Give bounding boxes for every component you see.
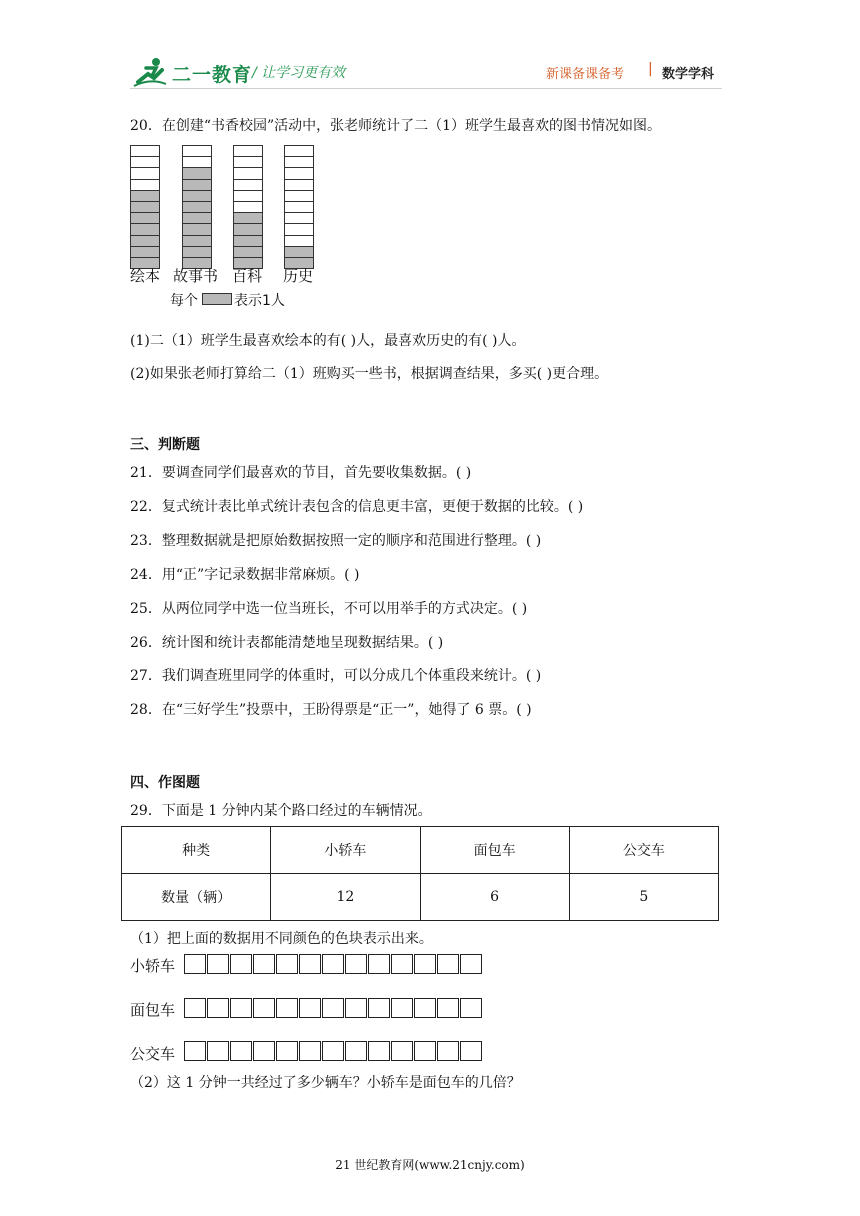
filled-cell <box>284 246 314 257</box>
grid-label: 小轿车 <box>130 957 176 975</box>
question-item: 27．我们调查班里同学的体重时，可以分成几个体重段来统计。( ) <box>130 668 542 684</box>
empty-cell <box>233 145 263 156</box>
filled-cell <box>130 190 160 201</box>
grid-cell[interactable] <box>322 954 344 974</box>
empty-cell <box>284 179 314 190</box>
runner-logo-icon <box>132 56 168 90</box>
table-cell: 6 <box>420 874 569 921</box>
grid-cell[interactable] <box>391 998 413 1018</box>
empty-cell <box>233 179 263 190</box>
table-header-cell: 种类 <box>122 827 271 874</box>
legend-prefix: 每个 <box>170 293 198 309</box>
pictograph-label: 故事书 <box>173 267 219 285</box>
grid-cell[interactable] <box>207 954 229 974</box>
empty-cell <box>284 212 314 223</box>
grid-cell[interactable] <box>253 998 275 1018</box>
empty-cell <box>284 201 314 212</box>
grid-cell[interactable] <box>460 954 482 974</box>
filled-cell <box>130 201 160 212</box>
grid-cell[interactable] <box>345 1041 367 1061</box>
pictograph-column <box>284 145 314 269</box>
grid-cell[interactable] <box>460 1041 482 1061</box>
grid-cell[interactable] <box>276 954 298 974</box>
grid-cell[interactable] <box>368 1041 390 1061</box>
empty-cell <box>182 145 212 156</box>
grid-cell[interactable] <box>299 1041 321 1061</box>
table-row <box>122 874 719 921</box>
grid-cell[interactable] <box>345 954 367 974</box>
empty-cell <box>284 190 314 201</box>
grid-cell[interactable] <box>322 998 344 1018</box>
grid-cell[interactable] <box>276 1041 298 1061</box>
filled-cell <box>182 190 212 201</box>
grid-cell[interactable] <box>207 1041 229 1061</box>
grid-cell[interactable] <box>345 998 367 1018</box>
grid-cell[interactable] <box>437 1041 459 1061</box>
pictograph <box>130 145 330 260</box>
filled-cell <box>130 246 160 257</box>
empty-cell <box>284 223 314 234</box>
q29-sub1: （1）把上面的数据用不同颜色的色块表示出来。 <box>130 931 433 947</box>
grid-cell[interactable] <box>230 954 252 974</box>
filled-cell <box>182 235 212 246</box>
filled-cell <box>182 246 212 257</box>
q20-sub2: (2)如果张老师打算给二（1）班购买一些书，根据调查结果，多买( )更合理。 <box>130 366 609 382</box>
question-item: 25．从两位同学中选一位当班长，不可以用举手的方式决定。( ) <box>130 601 528 617</box>
empty-cell <box>130 167 160 178</box>
section-title: 四、作图题 <box>130 775 200 791</box>
table-header-cell: 小轿车 <box>271 827 420 874</box>
pictograph-column <box>130 145 160 269</box>
grid-cell[interactable] <box>253 1041 275 1061</box>
question-item: 23．整理数据就是把原始数据按照一定的顺序和范围进行整理。( ) <box>130 533 542 549</box>
empty-cell <box>130 156 160 167</box>
filled-cell <box>233 223 263 234</box>
section-title: 三、判断题 <box>130 437 200 453</box>
logo-text: 二一教育 <box>172 64 253 86</box>
pictograph-label: 历史 <box>283 267 314 285</box>
slogan: / 让学习更有效 <box>252 65 346 81</box>
grid-cell[interactable] <box>299 954 321 974</box>
table-cell: 5 <box>569 874 718 921</box>
empty-cell <box>233 156 263 167</box>
empty-cell <box>284 145 314 156</box>
pictograph-label: 绘本 <box>130 267 161 285</box>
grid-cell[interactable] <box>207 998 229 1018</box>
header-divider <box>130 88 722 89</box>
filled-cell <box>233 246 263 257</box>
empty-cell <box>233 190 263 201</box>
question-item: 28．在“三好学生”投票中，王盼得票是“正一”，她得了 6 票。( ) <box>130 702 532 718</box>
footer: 21 世纪教育网(www.21cnjy.com) <box>335 1158 525 1172</box>
pictograph-column <box>233 145 263 269</box>
filled-cell <box>182 223 212 234</box>
grid-cell[interactable] <box>414 954 436 974</box>
pictograph-column <box>182 145 212 269</box>
grid-cell[interactable] <box>460 998 482 1018</box>
legend-swatch <box>202 293 232 305</box>
filled-cell <box>233 212 263 223</box>
table-cell: 12 <box>271 874 420 921</box>
legend-suffix: 表示1人 <box>234 293 285 309</box>
grid-label: 面包车 <box>130 1001 176 1019</box>
empty-cell <box>130 179 160 190</box>
grid-cell[interactable] <box>230 998 252 1018</box>
empty-cell <box>284 156 314 167</box>
empty-cell <box>233 201 263 212</box>
grid-cell[interactable] <box>276 998 298 1018</box>
table-header-cell: 面包车 <box>420 827 569 874</box>
grid-label: 公交车 <box>130 1045 176 1063</box>
grid-cell[interactable] <box>391 954 413 974</box>
grid-cell[interactable] <box>184 954 206 974</box>
grid-cell[interactable] <box>414 1041 436 1061</box>
table-header-cell: 公交车 <box>569 827 718 874</box>
filled-cell <box>182 201 212 212</box>
q20-sub1: (1)二（1）班学生最喜欢绘本的有( )人，最喜欢历史的有( )人。 <box>130 333 526 349</box>
header-label: 新课备课备考 <box>546 67 625 82</box>
question-item: 26．统计图和统计表都能清楚地呈现数据结果。( ) <box>130 635 444 651</box>
filled-cell <box>182 167 212 178</box>
color-grid[interactable] <box>184 998 483 1020</box>
empty-cell <box>284 235 314 246</box>
grid-cell[interactable] <box>184 1041 206 1061</box>
q20-stem: 20．在创建“书香校园”活动中，张老师统计了二（1）班学生最喜欢的图书情况如图。 <box>130 118 662 134</box>
empty-cell <box>182 156 212 167</box>
color-grid[interactable] <box>184 1041 483 1063</box>
empty-cell <box>233 167 263 178</box>
grid-cell[interactable] <box>368 954 390 974</box>
grid-cell[interactable] <box>253 954 275 974</box>
vehicle-table <box>121 826 719 921</box>
grid-cell[interactable] <box>322 1041 344 1061</box>
filled-cell <box>182 179 212 190</box>
table-row <box>122 827 719 874</box>
grid-cell[interactable] <box>437 954 459 974</box>
grid-cell[interactable] <box>230 1041 252 1061</box>
header-separator: | <box>648 61 653 77</box>
color-grid[interactable] <box>184 954 483 976</box>
header-subject: 数学学科 <box>662 67 715 82</box>
grid-cell[interactable] <box>368 998 390 1018</box>
question-item: 21．要调查同学们最喜欢的节目，首先要收集数据。( ) <box>130 465 472 481</box>
q29-stem: 29．下面是 1 分钟内某个路口经过的车辆情况。 <box>130 803 432 819</box>
question-item: 22．复式统计表比单式统计表包含的信息更丰富，更便于数据的比较。( ) <box>130 499 584 515</box>
filled-cell <box>130 212 160 223</box>
grid-cell[interactable] <box>184 998 206 1018</box>
pictograph-label: 百科 <box>232 267 263 285</box>
grid-cell[interactable] <box>391 1041 413 1061</box>
empty-cell <box>284 167 314 178</box>
filled-cell <box>233 235 263 246</box>
filled-cell <box>130 235 160 246</box>
question-item: 24．用“正”字记录数据非常麻烦。( ) <box>130 567 360 583</box>
filled-cell <box>130 223 160 234</box>
q29-sub2: （2）这 1 分钟一共经过了多少辆车？小轿车是面包车的几倍？ <box>130 1075 521 1091</box>
empty-cell <box>130 145 160 156</box>
grid-cell[interactable] <box>299 998 321 1018</box>
table-cell: 数量（辆） <box>122 874 271 921</box>
grid-cell[interactable] <box>437 998 459 1018</box>
grid-cell[interactable] <box>414 998 436 1018</box>
filled-cell <box>182 212 212 223</box>
